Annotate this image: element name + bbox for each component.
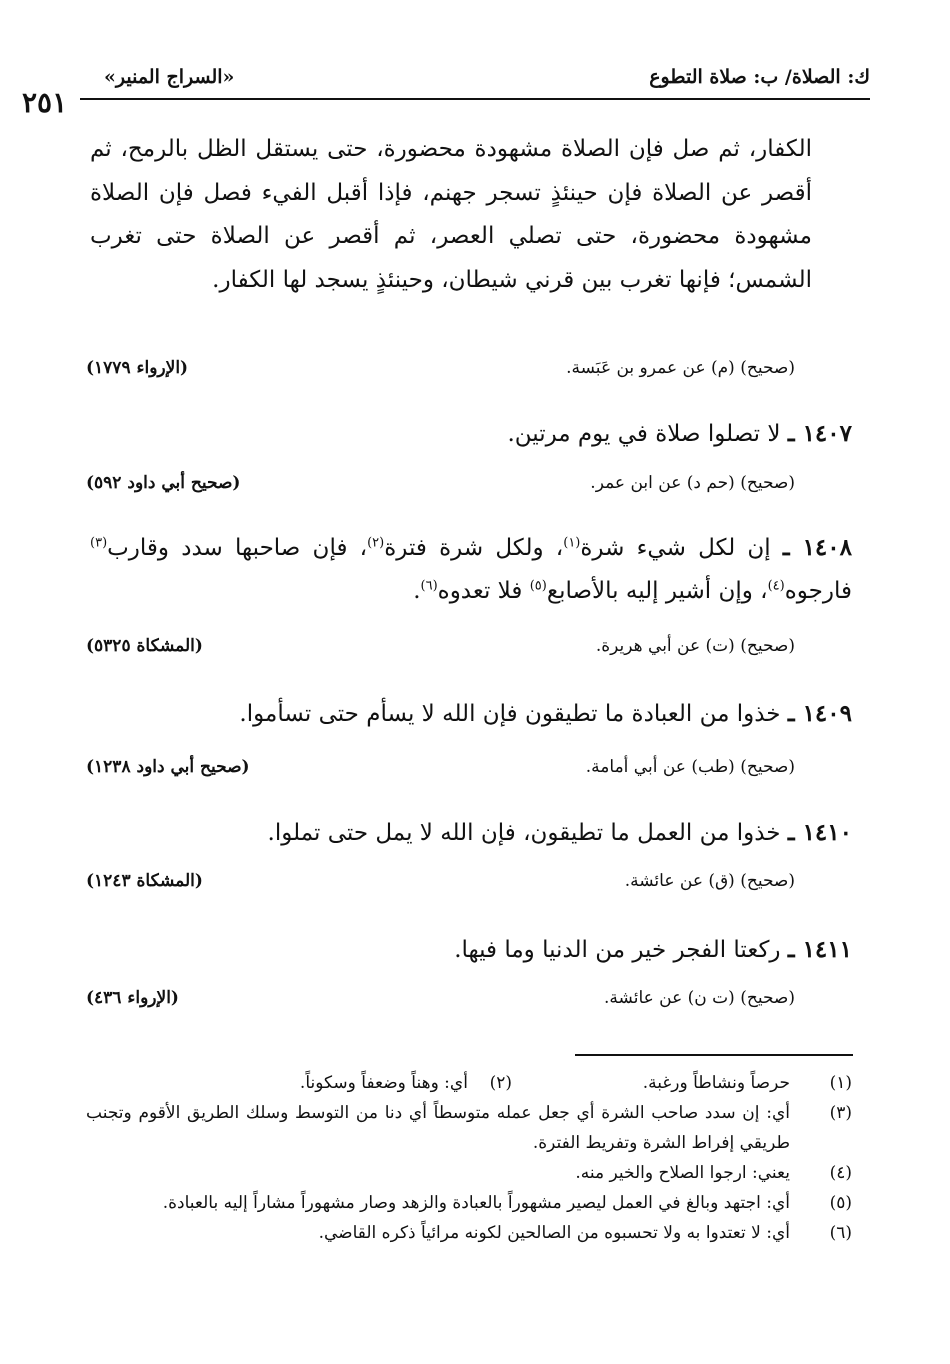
footnote-number: (٢) xyxy=(489,1073,512,1093)
footnote-number: (٤) xyxy=(829,1163,852,1183)
grading-line xyxy=(86,757,795,787)
hadith-text-segment: إن لكل شيء شرة xyxy=(580,535,771,561)
footnote-marker[interactable]: (٣) xyxy=(90,535,108,551)
footnote-number: (٣) xyxy=(829,1103,852,1123)
hadith-text-segment: ، ولكل شرة فترة xyxy=(384,535,564,561)
hadith-text-segment: ، وإن أشير إليه بالأصابع xyxy=(546,578,768,604)
page-number: ٢٥١ xyxy=(22,86,68,119)
footnote-inline xyxy=(300,1068,512,1098)
footnote-rule xyxy=(575,1054,853,1056)
hadith-text: ركعتا الفجر خير من الدنيا وما فيها. xyxy=(454,937,781,963)
grading-reference: (المشكاة ١٢٤٣) xyxy=(86,871,203,891)
chapter-title: ك: الصلاة/ ب: صلاة التطوع xyxy=(649,66,870,88)
hadith-number: ١٤١٠ ـ xyxy=(787,819,852,846)
grading-source: (صحيح) (ت ن) عن عائشة. xyxy=(604,988,795,1008)
grading-source: (صحيح) (طب) عن أبي أمامة. xyxy=(585,757,795,777)
hadith-1408 xyxy=(90,526,852,613)
footnote-marker[interactable]: (١) xyxy=(563,535,581,551)
footnote-text: حرصاً ونشاطاً ورغبة. xyxy=(642,1073,790,1093)
hadith-text-segment: ، فإن صاحبها سدد وقارب xyxy=(107,535,368,561)
hadith-1410 xyxy=(90,811,852,855)
footnote-row xyxy=(86,1098,852,1158)
footnote-marker[interactable]: (٦) xyxy=(420,578,438,594)
hadith-text-segment: . xyxy=(413,578,421,604)
footnote-number: (٥) xyxy=(829,1193,852,1213)
hadith-number: ١٤١١ ـ xyxy=(787,936,852,963)
footnote-row xyxy=(86,1068,852,1098)
hadith-number: ١٤٠٨ ـ xyxy=(782,534,852,561)
grading-line xyxy=(86,988,795,1018)
grading-line xyxy=(86,473,795,503)
footnote-text: أي: لا تعتدوا به ولا تحسبوه من الصالحين لكونه مرائياً ذكره القاضي. xyxy=(318,1223,790,1243)
footnote-text: أي: إن سدد صاحب الشرة أي جعل عمله متوسطاً أي دنا من التوسط وسلك الطريق الأقوم وتجنب طريقي إفراط الشرة وتفريط الفترة. xyxy=(86,1103,790,1153)
hadith-1411 xyxy=(90,928,852,972)
grading-source: (صحيح) (ت) عن أبي هريرة. xyxy=(595,636,795,656)
hadith-text: لا تصلوا صلاة في يوم مرتين. xyxy=(507,421,781,447)
hadith-text-segment: فلا تعدوه xyxy=(437,578,530,604)
grading-reference: (المشكاة ٥٣٢٥) xyxy=(86,636,203,656)
grading-line xyxy=(86,871,795,901)
hadith-text: خذوا من العبادة ما تطيقون فإن الله لا يسأم حتى تسأموا. xyxy=(239,701,781,727)
footnote-number: (١) xyxy=(829,1073,852,1093)
running-header xyxy=(22,66,870,119)
hadith-1407 xyxy=(90,412,852,456)
body-paragraph: الكفار، ثم صل فإن الصلاة مشهودة محضورة، حتى يستقل الظل بالرمح، ثم أقصر عن الصلاة فإن حينئذٍ تسجر جهنم، فإذا أقبل الفيء فصل فإن الصلاة مشهودة محضورة، حتى تصلي العصر، ثم أقصر عن الصلاة حتى تغرب الشمس؛ فإنها تغرب بين قرني شيطان، وحينئذٍ يسجد لها الكفار. xyxy=(90,136,812,293)
header-rule xyxy=(80,98,870,100)
grading-source: (صحيح) (حم د) عن ابن عمر. xyxy=(590,473,795,493)
grading-line xyxy=(86,358,795,388)
footnote-row xyxy=(86,1218,852,1248)
grading-line xyxy=(86,636,795,666)
footnote-text: أي: وهناً وضعفاً وسكوناً. xyxy=(299,1073,468,1093)
hadith-text: خذوا من العمل ما تطيقون، فإن الله لا يمل حتى تملوا. xyxy=(267,820,781,846)
grading-reference: (صحيح أبي داود ١٢٣٨) xyxy=(86,757,250,777)
footnote-marker[interactable]: (٥) xyxy=(529,578,547,594)
grading-reference: (الإرواء ١٧٧٩) xyxy=(86,358,189,378)
footnote-row xyxy=(86,1158,852,1188)
footnote-row xyxy=(86,1188,852,1218)
grading-source: (صحيح) (م) عن عمرو بن عَبَسة. xyxy=(566,358,795,378)
hadith-number: ١٤٠٩ ـ xyxy=(787,700,852,727)
book-title: «السراج المنير» xyxy=(104,66,235,88)
footnote-text: أي: اجتهد وبالغ في العمل ليصير مشهوراً بالعبادة والزهد وصار مشهوراً مشاراً إليه بالعبادة. xyxy=(162,1193,790,1213)
footnote-text: يعني: ارجوا الصلاح والخير منه. xyxy=(575,1163,790,1183)
grading-reference: (صحيح أبي داود ٥٩٢) xyxy=(86,473,241,493)
grading-reference: (الإرواء ٤٣٦) xyxy=(86,988,179,1008)
grading-source: (صحيح) (ق) عن عائشة. xyxy=(624,871,795,891)
hadith-1409 xyxy=(90,692,852,736)
hadith-text-segment: فارجوه xyxy=(784,578,852,604)
footnote-marker[interactable]: (٢) xyxy=(367,535,385,551)
footnotes xyxy=(86,1068,852,1248)
footnote-marker[interactable]: (٤) xyxy=(767,578,785,594)
footnote-number: (٦) xyxy=(829,1223,852,1243)
hadith-number: ١٤٠٧ ـ xyxy=(787,420,852,447)
